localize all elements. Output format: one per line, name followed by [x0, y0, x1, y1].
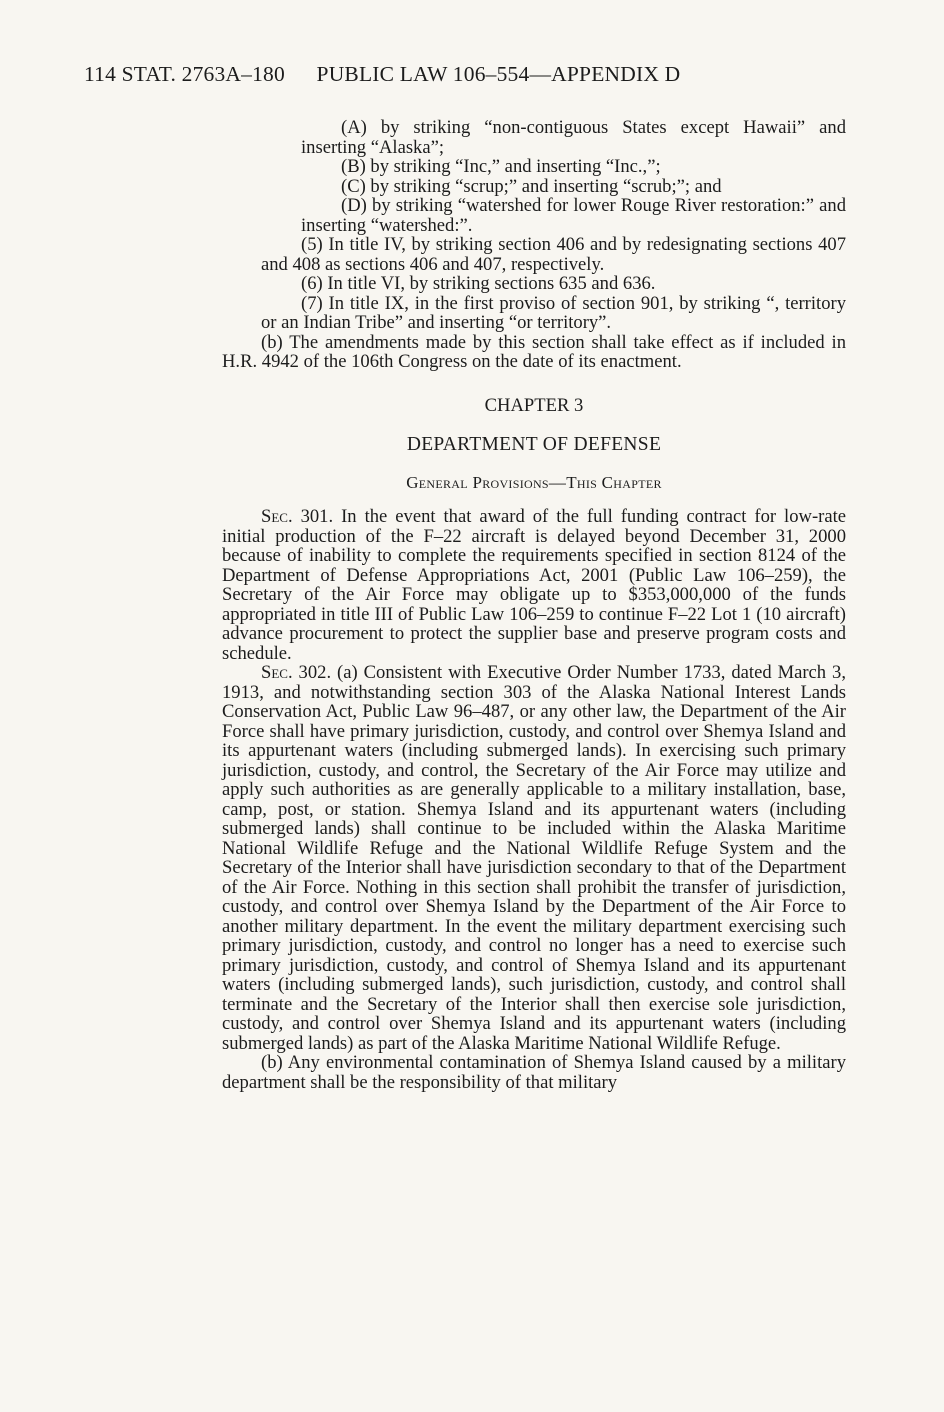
subsection-b-effective-date: (b) The amendments made by this section shall take effect as if included in H.R. 4942 of the 106th Congress on the date of its enactment. [222, 331, 846, 372]
clause-b: (B) by striking “Inc,” and inserting “Inc.,”; [341, 156, 661, 177]
paragraph-7: (7) In title IX, in the first proviso of section 901, by striking “, territory or an Indian Tribe” and inserting “or territory”. [261, 292, 846, 333]
chapter-number: CHAPTER 3 [484, 394, 584, 416]
statute-citation: 114 STAT. 2763A–180 [84, 62, 285, 86]
section-label: Sec. 301. [261, 506, 334, 527]
clause-c: (C) by striking “scrup;” and inserting “scrub;”; and [341, 175, 722, 197]
clause-d: (D) by striking “watershed for lower Rouge River restoration:” and inserting “watershed:”. [301, 195, 846, 236]
running-head [84, 62, 680, 87]
section-302-b: (b) Any environmental contamination of Shemya Island caused by a military department shall be the responsibility of that military [222, 1052, 846, 1093]
chapter-subheading: General Provisions—This Chapter [406, 472, 662, 492]
paragraph-5: (5) In title IV, by striking section 406 and by redesignating sections 407 and 408 as sections 406 and 407, respectively. [261, 234, 846, 275]
section-301 [222, 507, 846, 663]
law-title: PUBLIC LAW 106–554—APPENDIX D [316, 62, 681, 86]
section-text: In the event that award of the full funding contract for low-rate initial production of the F–22 aircraft is delayed beyond December 31, 2000 because of inability to complete the requirements specified in section 8124 of the Department of Defense Appropriations Act, 2001 (Public Law 106–259), the Secretary of the Air Force may obligate up to $353,000,000 of the funds appropriated in title III of Public Law 106–259 to continue F–22 Lot 1 (10 aircraft) advance procurement to protect the supplier base and preserve program costs and schedule. [222, 506, 846, 664]
chapter-department: DEPARTMENT OF DEFENSE [406, 434, 662, 455]
section-label: Sec. 302. [261, 662, 332, 683]
clause-a: (A) by striking “non-contiguous States except Hawaii” and inserting “Alaska”; [301, 117, 846, 158]
section-text: (a) Consistent with Executive Order Number 1733, dated March 3, 1913, and notwithstanding section 303 of the Alaska National Interest Lands Conservation Act, Public Law 96–487, or any other law, the Department of the Air Force shall have primary jurisdiction, custody, and control over Shemya Island and its appurtenant waters (including submerged lands). In exercising such primary jurisdiction, custody, and control, the Secretary of the Air Force may utilize and apply such authorities as are generally applicable to a military installation, base, camp, post, or station. Shemya Island and its appurtenant waters (including submerged lands) shall continue to be included within the Alaska Maritime National Wildlife Refuge and the National Wildlife Refuge System and the Secretary of the Interior shall have jurisdiction secondary to that of the Department of the Air Force. Nothing in this section shall prohibit the transfer of jurisdiction, custody, and control over Shemya Island by the Department of the Air Force to another military department. In the event the military department exercising such primary jurisdiction, custody, and control no longer has a need to exercise such primary jurisdiction, custody, and control of Shemya Island and its appurtenant waters (including submerged lands), such jurisdiction, custody, and control shall terminate and the Secretary of the Interior shall then exercise sole jurisdiction, custody, and control over Shemya Island and its appurtenant waters (including submerged lands) as part of the Alaska Maritime National Wildlife Refuge. [222, 662, 846, 1054]
document-body [222, 118, 846, 1092]
section-302 [222, 663, 846, 1053]
paragraph-6: (6) In title VI, by striking sections 635 and 636. [301, 273, 656, 294]
